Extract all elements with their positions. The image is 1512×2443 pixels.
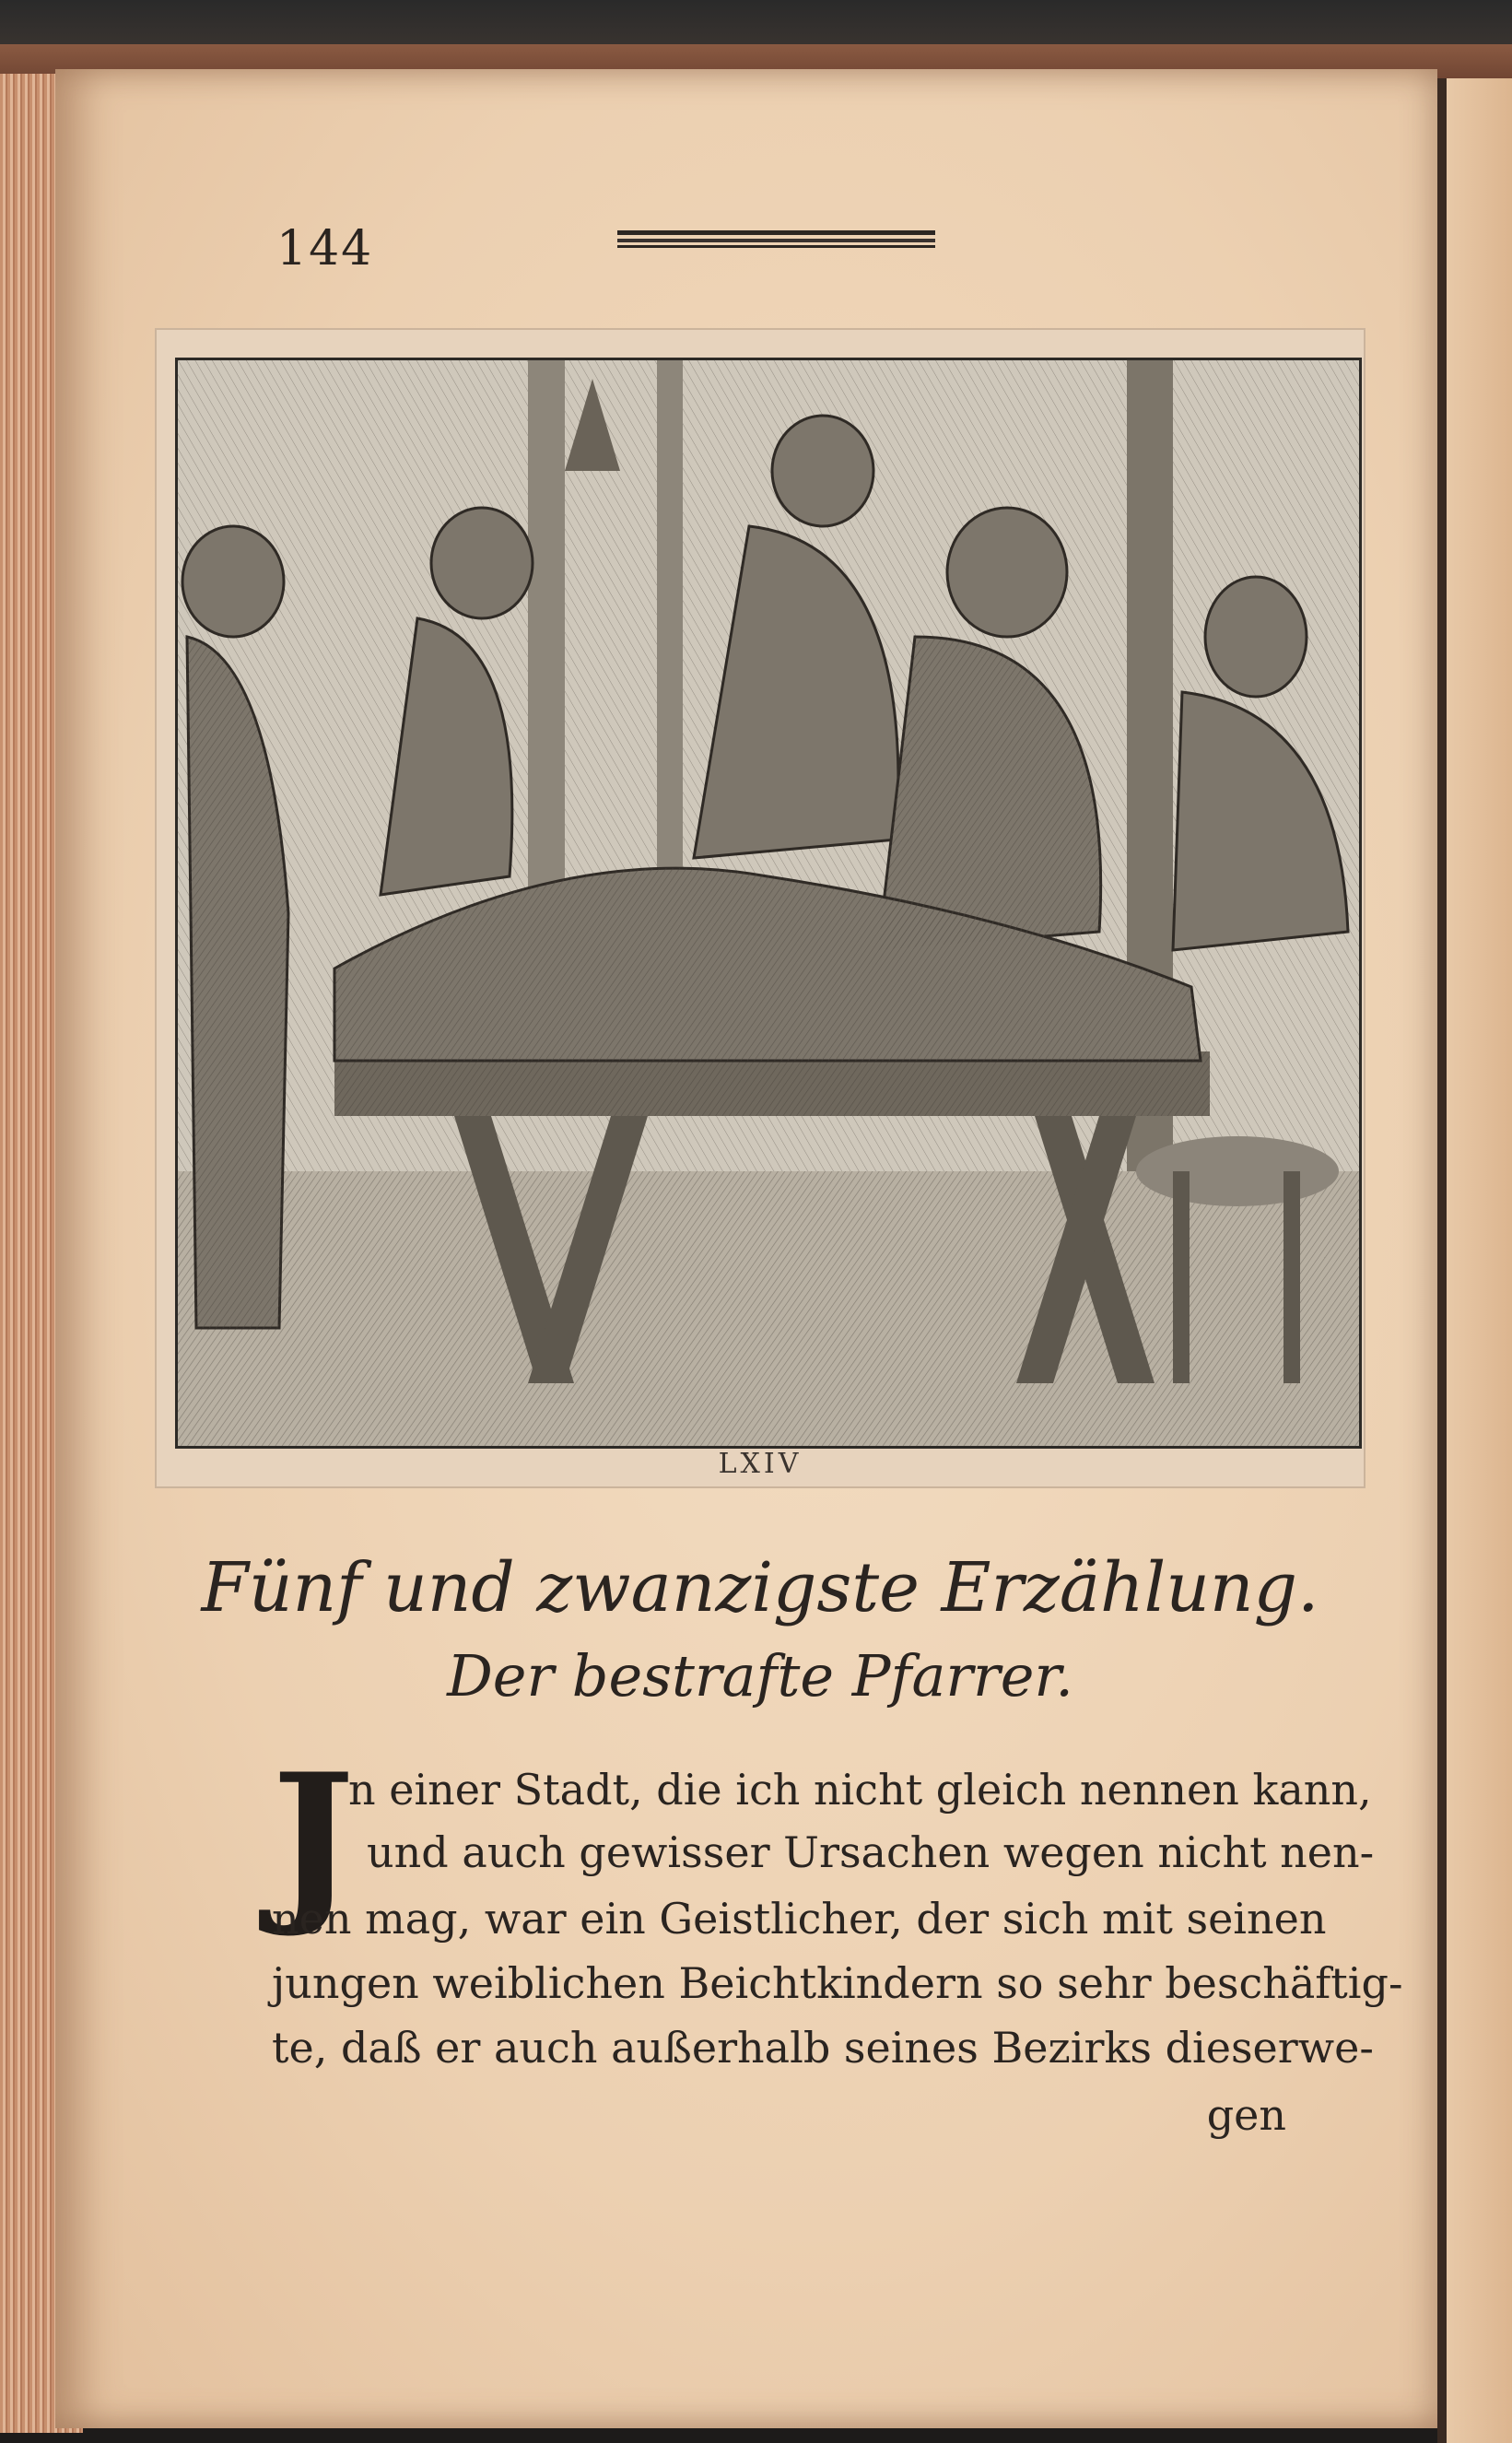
body-line: nen mag, war ein Geistlicher, der sich mit seinen	[272, 1894, 1327, 1944]
engraving-plate	[157, 330, 1364, 1486]
header-rule	[617, 230, 935, 251]
chapter-title: Fünf und zwanzigste Erzählung.	[201, 1548, 1319, 1627]
body-line: und auch gewisser Ursachen wegen nicht nen-	[367, 1827, 1375, 1877]
plate-number: LXIV	[718, 1448, 803, 1480]
body-line: te, daß er auch außerhalb seines Bezirks dieserwe-	[272, 2023, 1374, 2073]
body-line: n einer Stadt, die ich nicht gleich nennen kann,	[348, 1765, 1372, 1815]
body-line: jungen weiblichen Beichtkindern so sehr beschäftig-	[272, 1958, 1403, 2008]
chapter-subtitle: Der bestrafte Pfarrer.	[447, 1642, 1073, 1709]
page-number: 144	[276, 221, 374, 276]
engraving-illustration	[175, 358, 1362, 1449]
scanner-top-bar	[0, 0, 1512, 51]
catchword: gen	[1206, 2090, 1286, 2140]
drop-cap: J	[272, 1735, 355, 1941]
facing-page-edge	[1437, 78, 1512, 2443]
